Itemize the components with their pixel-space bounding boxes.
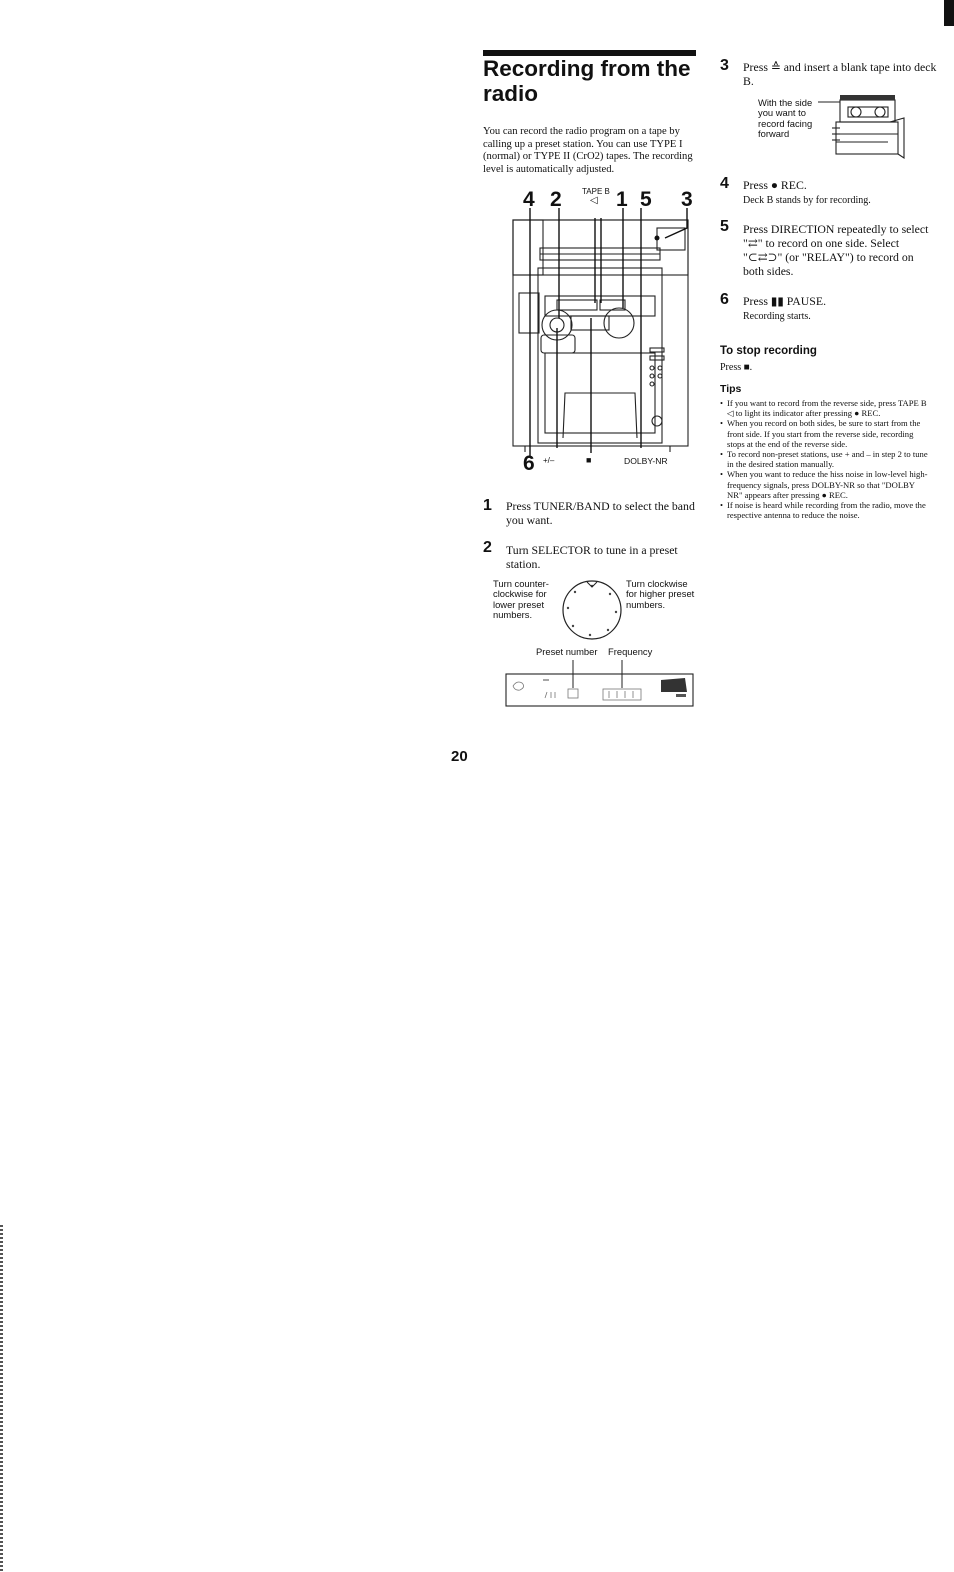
clockwise-caption: Turn clockwise for higher preset numbers. (626, 578, 695, 610)
preset-number-label: Preset number (536, 646, 598, 657)
step-3-number: 3 (720, 57, 729, 74)
callout-5: 5 (640, 188, 652, 211)
step-1-text: Press TUNER/BAND to select the band you want. (506, 499, 695, 527)
step-6-text: Press ▮▮ PAUSE. (743, 294, 827, 308)
step-2-text: Turn SELECTOR to tune in a preset station. (506, 543, 678, 571)
page-edge-mark (944, 0, 954, 26)
callout-1: 1 (616, 188, 628, 211)
scan-edge (0, 1225, 3, 1572)
cassette-deck-illustration (818, 94, 908, 160)
counter-clockwise-caption: Turn counter-clockwise for lower preset numbers. (493, 578, 549, 621)
stop-heading: To stop recording (720, 345, 817, 357)
tip-item: • If noise is heard while recording from the radio, move the respective antenna to reduce the noise. (720, 500, 932, 520)
selector-dial-icon (560, 578, 624, 642)
step-6-number: 6 (720, 291, 729, 308)
cassette-caption: With the side you want to record facing forward (758, 97, 813, 140)
tape-b-label: TAPE B (582, 187, 610, 196)
stereo-system-illustration (505, 208, 695, 456)
page-number: 20 (451, 748, 468, 765)
step-4-subtext: Deck B stands by for recording. (743, 195, 871, 206)
tips-heading: Tips (720, 383, 742, 395)
tape-b-symbol: ◁ (590, 195, 598, 206)
intro-paragraph: You can record the radio program on a tape by calling up a preset station. You can use TYPE I (normal) or TYPE II (CrO2) tapes. The recording level is automatically adjusted. (483, 126, 693, 175)
callout-4: 4 (523, 188, 535, 211)
display-panel-illustration (505, 660, 695, 708)
callout-2: 2 (550, 188, 562, 211)
step-2-number: 2 (483, 539, 492, 556)
tip-item: • When you record on both sides, be sure to start from the front side. If you start from the reverse side, recording stops at the end of the reverse side. (720, 418, 932, 449)
stop-label: ■ (586, 455, 592, 465)
plus-minus-label: +/– (543, 456, 555, 465)
step-4-number: 4 (720, 175, 729, 192)
tip-item: • To record non-preset stations, use + and – in step 2 to tune in the desired station manually. (720, 449, 932, 469)
step-3-text: Press ≙ and insert a blank tape into deck B. (743, 60, 937, 88)
step-1-number: 1 (483, 497, 492, 514)
page-title: Recording from the radio (483, 56, 691, 106)
tips-list (720, 398, 932, 520)
tip-item: • If you want to record from the reverse side, press TAPE B ◁ to light its indicator after pressing ● REC. (720, 398, 932, 418)
frequency-label: Frequency (608, 646, 653, 657)
dolby-nr-label: DOLBY-NR (624, 456, 668, 466)
step-5-number: 5 (720, 218, 729, 235)
callout-6: 6 (523, 452, 535, 475)
stop-text: Press ■. (720, 362, 753, 373)
step-6-subtext: Recording starts. (743, 311, 811, 322)
callout-3: 3 (681, 188, 693, 211)
tip-item: • When you want to reduce the hiss noise in low-level high-frequency signals, press DOLBY-NR so that "DOLBY NR" appears after pressing ● REC. (720, 469, 932, 500)
step-5-text: Press DIRECTION repeatedly to select "⇄" to record on one side. Select "⊂⇄⊃" (or "RELAY") to record on both sides. (743, 222, 929, 278)
step-4-text: Press ● REC. (743, 178, 807, 192)
